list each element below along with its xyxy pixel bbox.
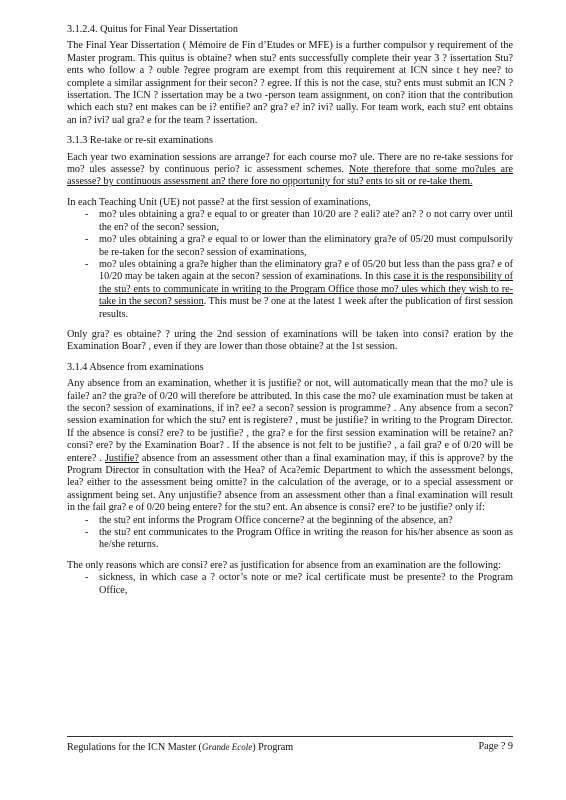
retake-paragraph [67,152,513,189]
retake-bullet-after: . This must be ? one at the latest 1 week after the publication of first session results. [99,296,513,320]
retake-paragraph-text: Each year two examination sessions are arrange? for each course mo? ule. There are no re-take sessions for mo? ules assesse? by continuous perio? ic assessment schemes. [67,151,513,176]
footer-title-italic: Grande Ecole [201,742,253,752]
reasons-list [67,572,513,597]
footer-title-end: ) Program [252,742,294,753]
retake-bullet: - mo? ules obtaining a gra? e equal to or greater than 10/20 are ? eali? ate? an? ? o not carry over until the en? of the secon? session, [85,209,513,233]
page-content [67,24,513,597]
retake-heading: 3.1.3 Re-take or re-sit examinations [67,135,213,147]
retake-closing: Only gra? es obtaine? ? uring the 2nd session of examinations will be taken into consi? eration by the Examination Boar? , even if they are lower than those obtaine? at the 1st session. [67,328,513,353]
retake-paragraph-underlined: Note therefore that some mo?ules are assesse? by continuous assessment an? there fore no opportunity for stu? ents to sit or re-take them. [67,164,513,188]
retake-bullet-list [67,209,513,321]
retake-bullet: - mo? ules obtaining a gra? e equal to or lower than the eliminatory gra?e of 05/20 must compulsorily be re-taken for the secon? session of examinations, [85,234,513,258]
absence-text-after: absence from an assessment other than a final examination may, if this is approve? by the Program Director in consultation with the Hea? of Aca?emic Department to which the assessment belongs, lea? either to the assessment being omitte? in the calculation of the average, or to a special assessment or assignment being set. Any unjustifie? absence from an assessment other than a final examination will result in the fail gra? e of 0/20 being entere? for the stu? ent. An absence is consi? ere? to be justifie? only if: [67,452,513,514]
page-number: Page ? 9 [478,741,513,752]
retake-bullet-text: mo? ules obtaining a gra? e equal to or greater than 10/20 are ? eali? ate? an? ? o not carry over until the en? of the secon? session, [99,209,513,233]
absence-underlined: Justifie? [104,452,139,464]
absence-bullet-text: the stu? ent informs the Program Office concerne? at the beginning of the absence, an? [99,514,453,526]
quitus-heading: 3.1.2.4. Quitus for Final Year Dissertation [67,24,238,35]
retake-bullet-underlined: case it is the responsibility of the stu? ents to communicate in writing to the Program Office those mo? ules which they wish to re-take in the secon? session [99,271,513,308]
retake-bullet-text: mo? ules obtaining a gra?e higher than the eliminatory gra? e of 05/20 but less than the pass gra? e of 10/20 may be taken again at the secon? session of examinations. In this [99,258,513,283]
absence-bullet: - the stu? ent informs the Program Office concerne? at the beginning of the absence, an? [85,514,453,526]
footer-title [67,740,293,755]
absence-bullet-list [67,515,513,552]
absence-text: Any absence from an examination, whether it is justifie? or not, will automatically mean that the mo? ule is faile? an? the gra?e of 0/20 will therefore be attributed. In this case the mo? ule examination must be taken at the secon? session of examinations, if in? ee? a secon? session is programme? . Any absence from a secon? session examination for which the stu? ent is registere? , must be justifie? in writing to the Program Director. If the absence is consi? ere? to be justifie? , the gra? e for the first session examination will be retaine? an? consi? ere? by the Examination Boar? . If the absence is not felt to be justifie? , a fail gra? e of 0/20 will be entere? . [67,378,513,464]
reason-text: sickness, in which case a ? octor’s note or me? ical certificate must be presente? to the Program Office, [99,572,513,596]
absence-paragraph [67,378,513,514]
reasons-intro: The only reasons which are consi? ere? as justification for absence from an examination are the following: [67,559,501,571]
absence-heading: 3.1.4 Absence from examinations [67,361,204,373]
absence-bullet-text: the stu? ent communicates to the Program Office in writing the reason for his/her absence as soon as he/she returns. [99,527,513,551]
page-footer [67,736,513,753]
retake-bullet-text: mo? ules obtaining a gra? e equal to or lower than the eliminatory gra?e of 05/20 must compulsorily be re-taken for the secon? session of examinations, [99,234,513,258]
retake-bullet: - mo? ules obtaining a gra?e higher than the eliminatory gra? e of 05/20 but less than the pass gra? e of 10/20 may be taken again at the secon? session of examinations. In this case it is the responsibility of the stu? ents to communicate in writing to the Program Office those mo? ules which they wish to re-take in the secon? session. This must be ? one at the latest 1 week after the publication of first session results. [85,258,513,320]
quitus-paragraph: The Final Year Dissertation ( Mémoire de Fin d’Etudes or MFE) is a further compulsor y requirement of the Master program. This quitus is obtaine? when stu? ents successfully complete their year 3 ? issertation Stu? ents who follow a ? ouble ?egree program are exempt from this requirement at ICN since t hey nee? to complete a similar assignment for their secon? ? egree. If this is not the case, stu? ents must submit an ICN ? issertation. The ICN ? issertation may be a two -person team assignment, on con? ition that the contribution which each stu? ent makes can be i? entifie? an? gra? e? in? ivi? ually. For team work, each stu? ent obtains an in? ivi? ual gra? e for the team ? issertation. [67,40,513,126]
reason-item: - sickness, in which case a ? octor’s note or me? ical certificate must be presente? to the Program Office, [85,572,513,596]
retake-intro: In each Teaching Unit (UE) not passe? at the first session of examinations, [67,196,371,208]
absence-bullet: - the stu? ent communicates to the Program Office in writing the reason for his/her absence as soon as he/she returns. [85,527,513,551]
footer-title-text: Regulations for the ICN Master ( [67,742,202,753]
